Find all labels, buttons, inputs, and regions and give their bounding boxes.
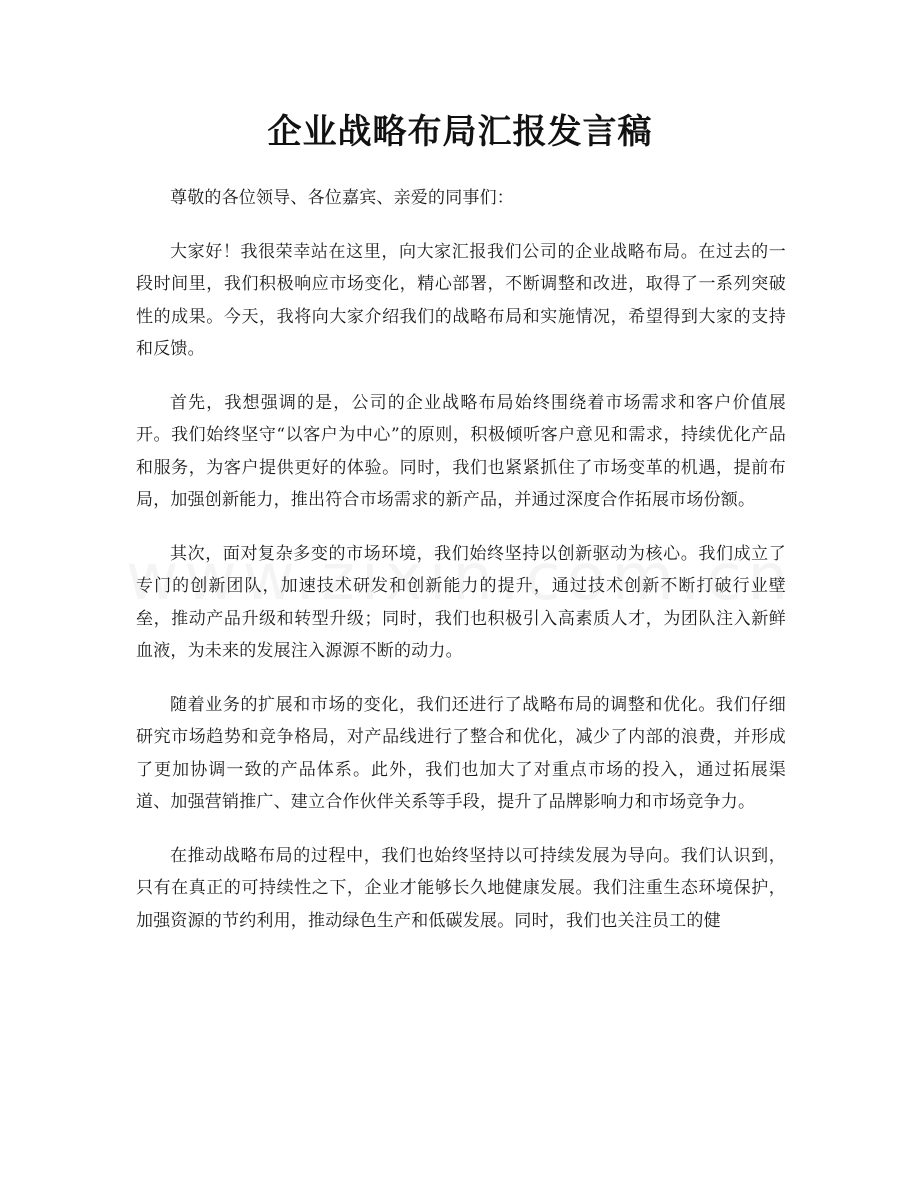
document-title: 企业战略布局汇报发言稿 <box>267 112 653 152</box>
paragraph-1: 大家好！我很荣幸站在这里，向大家汇报我们公司的企业战略布局。在过去的一段时间里，我们积极响应市场变化，精心部署，不断调整和改进，取得了一系列突破性的成果。今天，我将向大家介绍我们的战略布局和实施情况，希望得到大家的支持和反馈。 <box>136 241 786 359</box>
paragraph-4: 随着业务的扩展和市场的变化，我们还进行了战略布局的调整和优化。我们仔细研究市场趋势和竞争格局，对产品线进行了整合和优化，减少了内部的浪费，并形成了更加协调一致的产品体系。此外，我们也加大了对重点市场的投入，通过拓展渠道、加强营销推广、建立合作伙伴关系等手段，提升了品牌影响力和市场竞争力。 <box>136 694 786 812</box>
document-body <box>136 182 786 958</box>
paragraph-2: 首先，我想强调的是，公司的企业战略布局始终围绕着市场需求和客户价值展开。我们始终坚守“以客户为中心”的原则，积极倾听客户意见和需求，持续优化产品和服务，为客户提供更好的体验。同时，我们也紧紧抓住了市场变革的机遇，提前布局，加强创新能力，推出符合市场需求的新产品，并通过深度合作拓展市场份额。 <box>136 392 786 510</box>
paragraph-3: 其次，面对复杂多变的市场环境，我们始终坚持以创新驱动为核心。我们成立了专门的创新团队，加速技术研发和创新能力的提升，通过技术创新不断打破行业壁垒，推动产品升级和转型升级；同时，我们也积极引入高素质人才，为团队注入新鲜血液，为未来的发展注入源源不断的动力。 <box>136 543 786 661</box>
paragraph-5: 在推动战略布局的过程中，我们也始终坚持以可持续发展为导向。我们认识到，只有在真正的可持续性之下，企业才能够长久地健康发展。我们注重生态环境保护，加强资源的节约利用，推动绿色生产和低碳发展。同时，我们也关注员工的健 <box>136 845 786 931</box>
paragraph-salutation: 尊敬的各位领导、各位嘉宾、亲爱的同事们： <box>170 188 514 208</box>
